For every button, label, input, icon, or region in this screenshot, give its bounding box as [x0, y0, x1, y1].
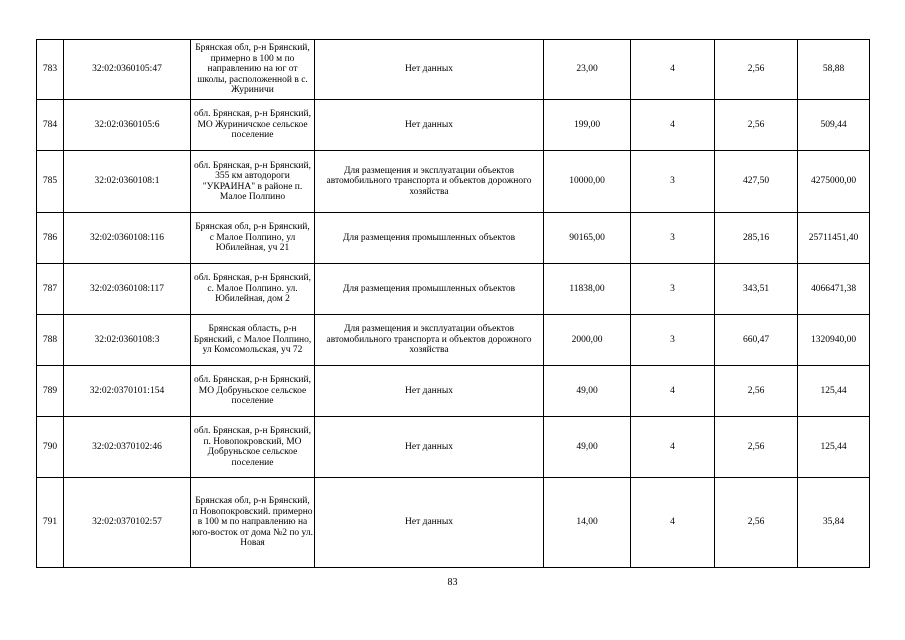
cadastral-value-cell: 1320940,00 [798, 315, 870, 366]
page-number: 83 [447, 577, 458, 588]
cadastral-number-cell: 32:02:0360105:47 [64, 40, 191, 100]
permitted-use-cell: Для размещения промышленных объектов [315, 264, 544, 315]
permitted-use-cell: Нет данных [315, 478, 544, 568]
address-cell: Брянская область, р-н Брянский, с Малое Полпино, ул Комсомольская, уч 72 [191, 315, 315, 366]
cadastral-number-cell: 32:02:0360108:3 [64, 315, 191, 366]
table-body [37, 40, 870, 568]
table-row [37, 40, 870, 100]
cadastral-rate-cell: 660,47 [715, 315, 798, 366]
use-group-cell: 3 [631, 315, 715, 366]
cadastral-value-cell: 125,44 [798, 417, 870, 478]
table-row [37, 417, 870, 478]
address-cell: обл. Брянская, р-н Брянский, п. Новопокровский, МО Добруньское сельское поселение [191, 417, 315, 478]
cadastral-value-cell: 4275000,00 [798, 151, 870, 213]
area-cell: 2000,00 [544, 315, 631, 366]
table-row [37, 213, 870, 264]
area-cell: 23,00 [544, 40, 631, 100]
cadastral-rate-cell: 2,56 [715, 417, 798, 478]
area-cell: 90165,00 [544, 213, 631, 264]
area-cell: 14,00 [544, 478, 631, 568]
cadastral-rate-cell: 2,56 [715, 478, 798, 568]
permitted-use-cell: Для размещения и эксплуатации объектов автомобильного транспорта и объектов дорожного хозяйства [315, 315, 544, 366]
address-cell: Брянская обл, р-н Брянский, с Малое Полпино, ул Юбилейная, уч 21 [191, 213, 315, 264]
cadastral-value-cell: 4066471,38 [798, 264, 870, 315]
cadastral-rate-cell: 2,56 [715, 100, 798, 151]
row-number-cell: 788 [37, 315, 64, 366]
table-row [37, 366, 870, 417]
row-number-cell: 784 [37, 100, 64, 151]
table-row [37, 264, 870, 315]
cadastral-number-cell: 32:02:0360108:116 [64, 213, 191, 264]
permitted-use-cell: Для размещения и эксплуатации объектов автомобильного транспорта и объектов дорожного хозяйства [315, 151, 544, 213]
use-group-cell: 3 [631, 213, 715, 264]
address-cell: обл. Брянская, р-н Брянский, МО Журиничское сельское поселение [191, 100, 315, 151]
table-row [37, 151, 870, 213]
permitted-use-cell: Нет данных [315, 40, 544, 100]
address-cell: обл. Брянская, р-н Брянский, 355 км автодороги "УКРАИНА" в районе п. Малое Полпино [191, 151, 315, 213]
use-group-cell: 3 [631, 151, 715, 213]
table-row [37, 315, 870, 366]
use-group-cell: 4 [631, 100, 715, 151]
permitted-use-cell: Нет данных [315, 100, 544, 151]
permitted-use-cell: Для размещения промышленных объектов [315, 213, 544, 264]
cadastral-value-cell: 35,84 [798, 478, 870, 568]
use-group-cell: 4 [631, 40, 715, 100]
area-cell: 11838,00 [544, 264, 631, 315]
cadastral-rate-cell: 285,16 [715, 213, 798, 264]
permitted-use-cell: Нет данных [315, 417, 544, 478]
area-cell: 49,00 [544, 417, 631, 478]
cadastral-value-cell: 58,88 [798, 40, 870, 100]
use-group-cell: 4 [631, 478, 715, 568]
row-number-cell: 785 [37, 151, 64, 213]
address-cell: Брянская обл, р-н Брянский, примерно в 100 м по направлению на юг от школы, расположенной в с. Журиничи [191, 40, 315, 100]
area-cell: 199,00 [544, 100, 631, 151]
area-cell: 49,00 [544, 366, 631, 417]
row-number-cell: 789 [37, 366, 64, 417]
row-number-cell: 791 [37, 478, 64, 568]
cadastral-value-cell: 25711451,40 [798, 213, 870, 264]
cadastral-number-cell: 32:02:0360105:6 [64, 100, 191, 151]
cadastral-number-cell: 32:02:0370101:154 [64, 366, 191, 417]
row-number-cell: 783 [37, 40, 64, 100]
row-number-cell: 790 [37, 417, 64, 478]
permitted-use-cell: Нет данных [315, 366, 544, 417]
table-row [37, 478, 870, 568]
cadastral-rate-cell: 343,51 [715, 264, 798, 315]
address-cell: обл. Брянская, р-н Брянский, МО Добруньское сельское поселение [191, 366, 315, 417]
cadastral-number-cell: 32:02:0370102:57 [64, 478, 191, 568]
cadastral-value-cell: 125,44 [798, 366, 870, 417]
row-number-cell: 787 [37, 264, 64, 315]
cadastral-number-cell: 32:02:0370102:46 [64, 417, 191, 478]
cadastral-rate-cell: 2,56 [715, 366, 798, 417]
use-group-cell: 4 [631, 417, 715, 478]
address-cell: Брянская обл, р-н Брянский, п Новопокровский. примерно в 100 м по направлению на юго-восток от дома №2 по ул. Новая [191, 478, 315, 568]
land-plots-table [36, 39, 870, 568]
table-row [37, 100, 870, 151]
use-group-cell: 4 [631, 366, 715, 417]
area-cell: 10000,00 [544, 151, 631, 213]
cadastral-rate-cell: 427,50 [715, 151, 798, 213]
row-number-cell: 786 [37, 213, 64, 264]
cadastral-rate-cell: 2,56 [715, 40, 798, 100]
cadastral-number-cell: 32:02:0360108:1 [64, 151, 191, 213]
cadastral-number-cell: 32:02:0360108:117 [64, 264, 191, 315]
use-group-cell: 3 [631, 264, 715, 315]
cadastral-value-cell: 509,44 [798, 100, 870, 151]
address-cell: обл. Брянская, р-н Брянский, с. Малое Полпино. ул. Юбилейная, дом 2 [191, 264, 315, 315]
